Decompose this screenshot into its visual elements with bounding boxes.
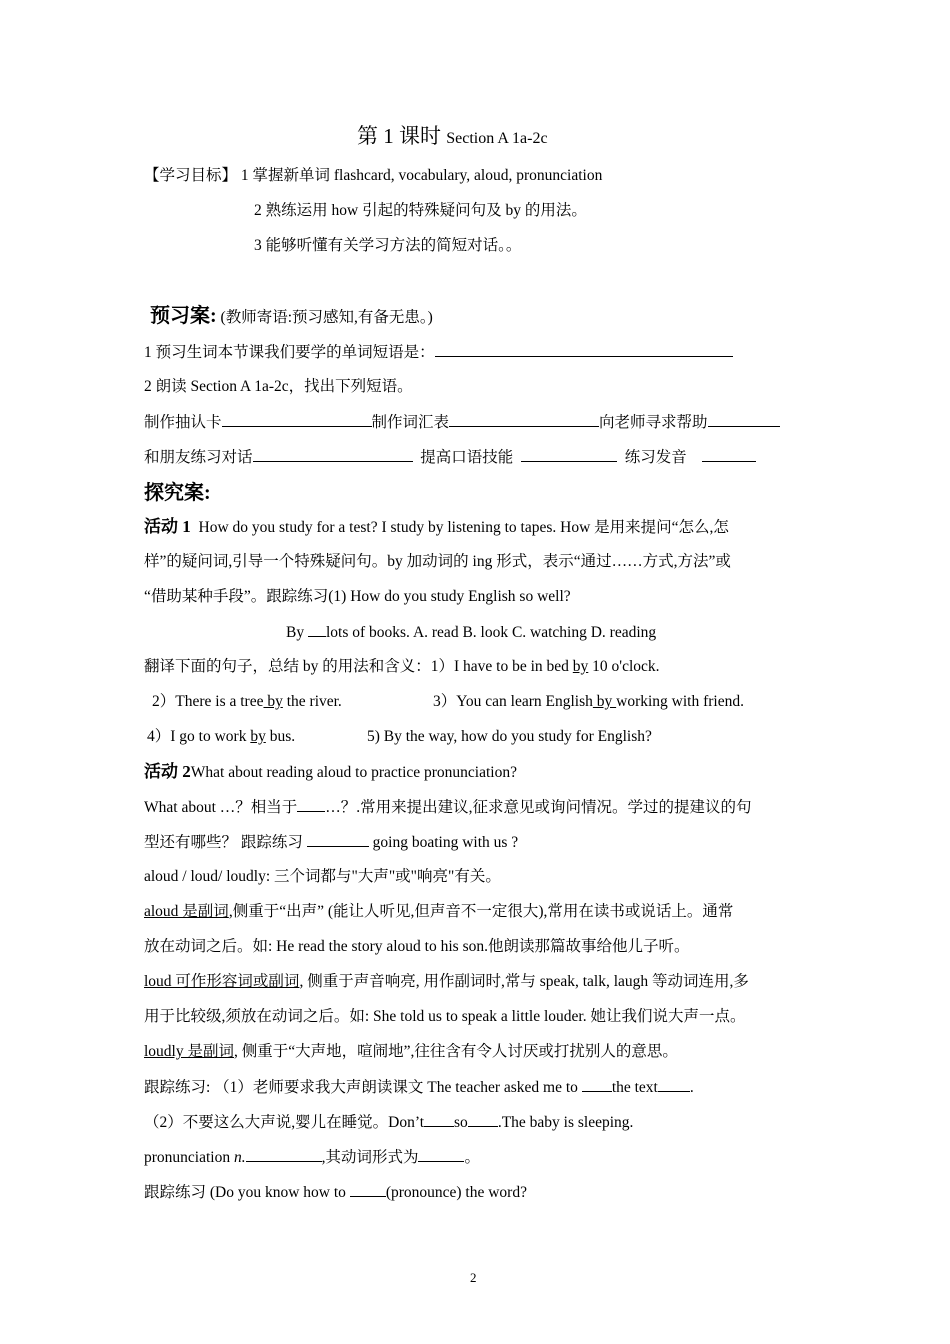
underlined-by: by — [572, 658, 589, 675]
phrase-label: 制作抽认卡 — [144, 414, 222, 431]
text: bus. — [265, 728, 296, 745]
activity-1-line-2: 样”的疑问词,引导一个特殊疑问句。by 加动词的 ing 形式，表示“通过……方式,方法”或 — [144, 553, 731, 570]
text: （2）不要这么大声说,婴儿在睡觉。Don’t — [144, 1114, 425, 1131]
preview-q2: 2 朗读 Section A 1a-2c，找出下列短语。 — [144, 378, 413, 395]
answer-blank[interactable] — [350, 1182, 386, 1197]
phrase-label: 练习发音 — [624, 449, 687, 466]
text: 跟踪练习: （1）老师要求我大声朗读课文 The teacher asked me to — [144, 1079, 582, 1096]
answer-blank[interactable] — [708, 412, 780, 427]
text: , 侧重于声音响亮, 用作副词时,常与 speak, talk, laugh 等动词连用,多 — [299, 973, 749, 990]
answer-blank[interactable] — [424, 1112, 454, 1127]
practice-2 — [144, 1112, 633, 1133]
underlined-by: by — [250, 728, 266, 745]
explore-heading: 探究案: — [144, 482, 211, 504]
text: going boating with us ? — [368, 834, 519, 851]
title-prefix: 第 1 课时 — [357, 124, 441, 148]
activity-1-line-3: “借助某种手段”。跟踪练习(1) How do you study English so well? — [144, 588, 571, 605]
what-about-line-2 — [144, 832, 518, 853]
answer-blank[interactable] — [222, 412, 372, 427]
phrase-label: 和朋友练习对话 — [144, 449, 253, 466]
text: the text — [611, 1079, 658, 1096]
preview-q1 — [144, 342, 733, 363]
text: .The baby is sleeping. — [497, 1114, 634, 1131]
answer-blank[interactable] — [418, 1147, 464, 1162]
activity-1-translate — [144, 657, 660, 677]
text: , 侧重于“大声地，喧闹地”,往往含有令人讨厌或打扰别人的意思。 — [234, 1043, 678, 1060]
practice-1 — [144, 1077, 694, 1098]
loudly-line — [144, 1042, 678, 1062]
activity-1-text: How do you study for a test? I study by listening to tapes. How 是用来提问“怎么,怎 — [198, 519, 729, 536]
answer-blank[interactable] — [307, 832, 369, 847]
aloud-loud-loudly: aloud / loud/ loudly: 三个词都与"大声"或"响亮"有关。 — [144, 868, 501, 885]
underlined-term: loudly 是副词 — [144, 1043, 234, 1060]
answer-blank[interactable] — [297, 797, 325, 812]
text: 3）You can learn English — [433, 693, 593, 710]
loud-line-2: 用于比较级,须放在动词之后。如: She told us to speak a little louder. 她让我们说大声一点。 — [144, 1008, 746, 1025]
text: ,其动词形式为 — [321, 1149, 419, 1166]
objective-item: 3 能够听懂有关学习方法的简短对话。。 — [254, 237, 522, 254]
phrase-row-2 — [144, 447, 756, 468]
page-number: 2 — [470, 1270, 477, 1285]
answer-blank[interactable] — [468, 1112, 498, 1127]
choice-prefix: By — [286, 624, 308, 641]
answer-blank[interactable] — [253, 447, 413, 462]
sentence-5: 5) By the way, how do you study for English? — [367, 728, 652, 745]
underlined-by: by — [263, 693, 283, 710]
objective-item: 1 掌握新单词 flashcard, vocabulary, aloud, pronunciation — [240, 167, 603, 184]
phrase-label: 提高口语技能 — [420, 449, 514, 466]
text: (pronounce) the word? — [385, 1184, 527, 1201]
underlined-by: by — [592, 693, 617, 710]
text: What about …？相当于 — [144, 799, 298, 816]
text: ,侧重于“出声” (能让人听见,但声音不一定很大),常用在读书或说话上。通常 — [228, 903, 734, 920]
text: 4）I go to work — [147, 728, 251, 745]
text: 。 — [464, 1149, 480, 1166]
title-section: Section A 1a-2c — [446, 130, 548, 147]
answer-blank[interactable] — [449, 412, 599, 427]
answer-blank[interactable] — [435, 342, 733, 357]
preview-heading-line — [150, 303, 433, 331]
text: so — [454, 1114, 468, 1131]
objectives-line-1 — [144, 166, 602, 186]
text: 翻译下面的句子，总结 by 的用法和含义：1）I have to be in bed — [144, 658, 573, 675]
activity-2-label: 活动 2 — [144, 762, 191, 781]
answer-blank[interactable] — [246, 1147, 322, 1162]
text: the river. — [282, 693, 342, 710]
aloud-line-2: 放在动词之后。如: He read the story aloud to his son.他朗读那篇故事给他儿子听。 — [144, 938, 690, 955]
phrase-label: 制作词汇表 — [371, 414, 450, 431]
underlined-term: aloud 是副词 — [144, 903, 229, 920]
activity-2-title: What about reading aloud to practice pronunciation? — [190, 764, 517, 781]
text: …？.常用来提出建议,征求意见或询问情况。学过的提建议的句 — [325, 799, 752, 816]
text: 10 o'clock. — [588, 658, 660, 675]
sentence-4 — [147, 727, 295, 747]
page-title — [357, 126, 548, 149]
objectives-label: 【学习目标】 — [144, 167, 238, 184]
aloud-line-1 — [144, 902, 733, 922]
text: 2）There is a tree — [152, 693, 264, 710]
activity-1-choice — [286, 622, 656, 643]
text: 跟踪练习 (Do you know how to — [144, 1184, 350, 1201]
answer-blank[interactable] — [702, 447, 756, 462]
sentence-3 — [433, 692, 744, 712]
part-of-speech: n. — [233, 1149, 246, 1166]
activity-2-line — [144, 762, 517, 783]
pronunciation-line — [144, 1147, 480, 1168]
underlined-term: loud 可作形容词或副词 — [144, 973, 300, 990]
activity-1-label: 活动 1 — [144, 517, 191, 536]
loud-line-1 — [144, 972, 749, 992]
text: 型还有哪些？ 跟踪练习 — [144, 834, 307, 851]
preview-note: (教师寄语:预习感知,有备无患。) — [220, 309, 433, 326]
preview-q1-text: 1 预习生词本节课我们要学的单词短语是： — [144, 344, 435, 361]
activity-1-line-1 — [144, 517, 729, 538]
what-about-line-1 — [144, 797, 752, 818]
text: working with friend. — [616, 693, 744, 710]
answer-blank[interactable] — [308, 622, 326, 637]
text: . — [689, 1079, 694, 1096]
preview-heading: 预习案: — [150, 305, 217, 327]
answer-blank[interactable] — [521, 447, 617, 462]
answer-blank[interactable] — [582, 1077, 612, 1092]
phrase-label: 向老师寻求帮助 — [599, 414, 708, 431]
phrase-row-1 — [144, 412, 780, 433]
answer-blank[interactable] — [658, 1077, 690, 1092]
objective-item: 2 熟练运用 how 引起的特殊疑问句及 by 的用法。 — [254, 202, 587, 219]
sentence-2 — [152, 692, 342, 712]
text: pronunciation — [144, 1149, 234, 1166]
pronounce-practice — [144, 1182, 527, 1203]
choice-options: lots of books. A. read B. look C. watching D. reading — [325, 624, 657, 641]
